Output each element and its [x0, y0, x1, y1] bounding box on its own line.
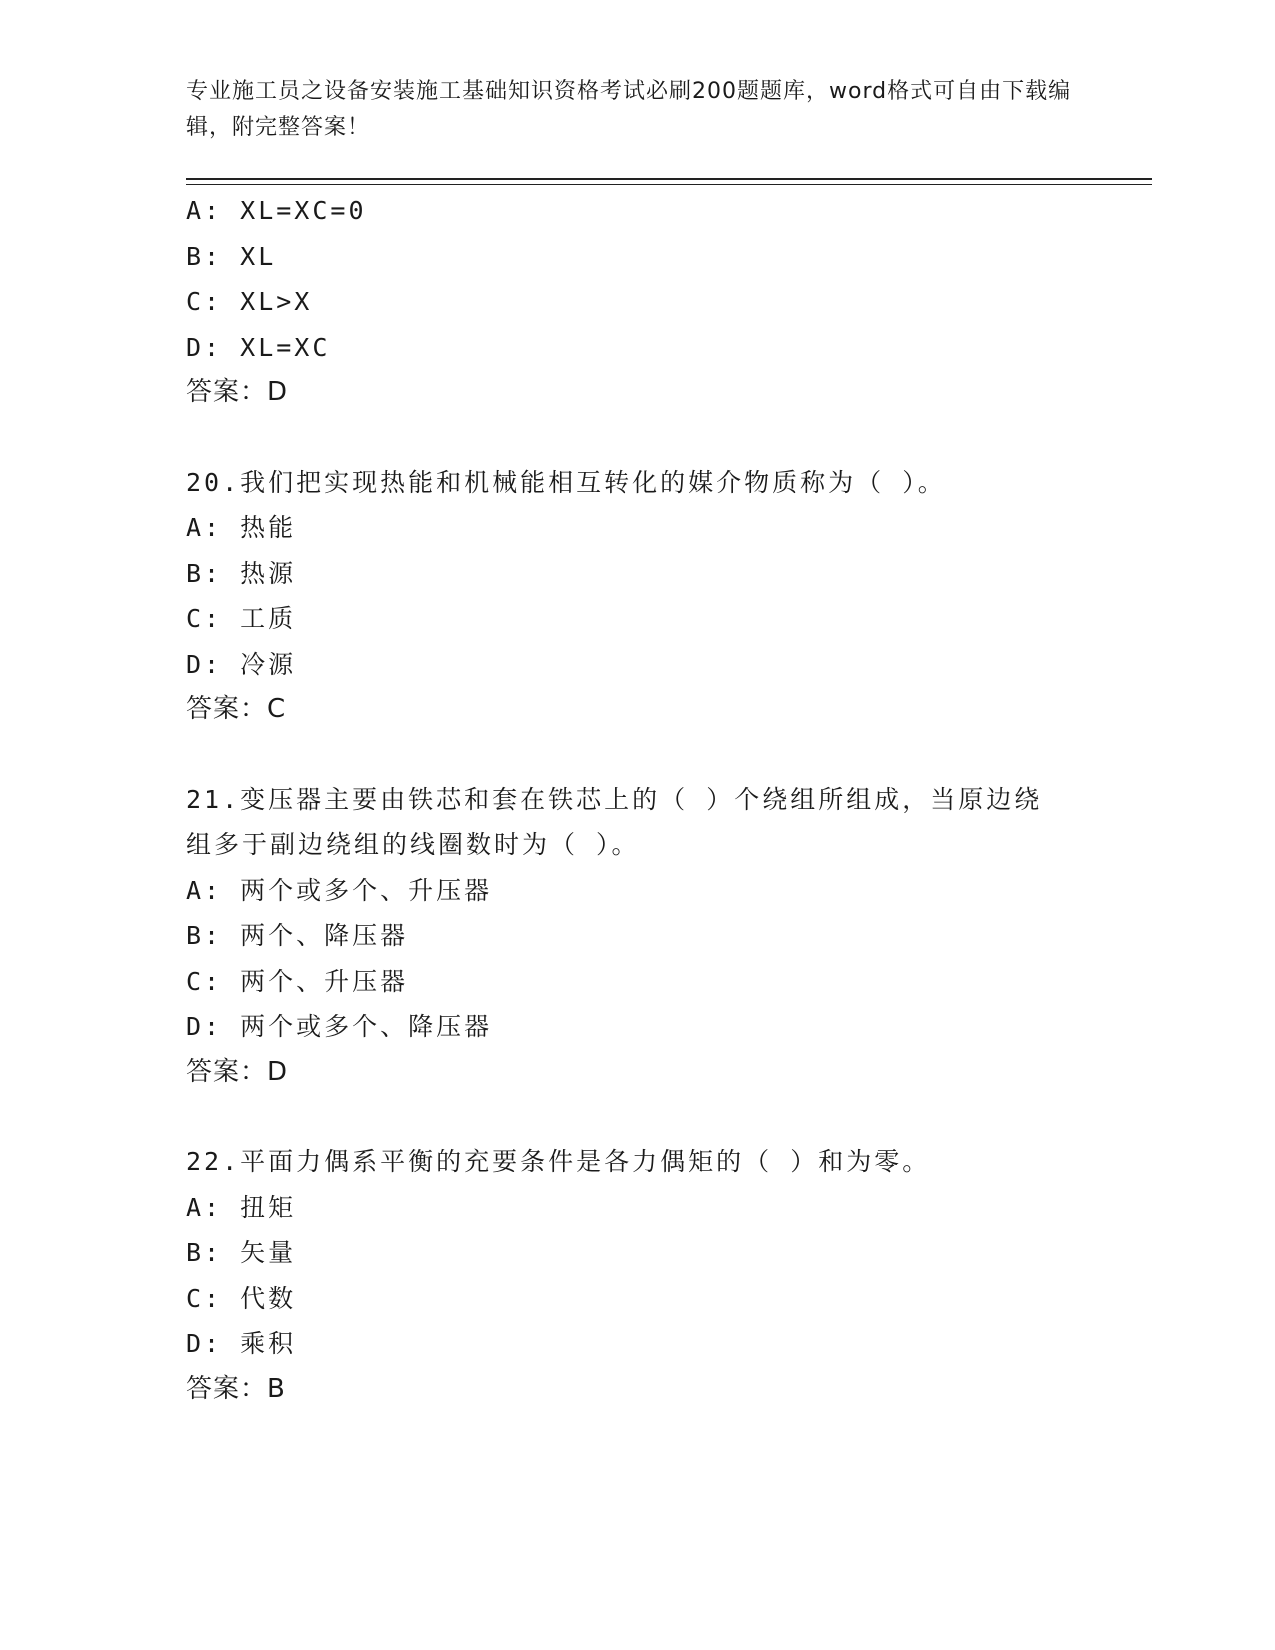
option-b: B: 矢量	[186, 1238, 297, 1267]
option-c: C: XL>X	[186, 287, 313, 316]
option-a: A: 两个或多个、升压器	[186, 875, 493, 905]
option-d: D: XL=XC	[186, 332, 331, 362]
spacer	[186, 416, 1066, 460]
option-b: B: 两个、降压器	[186, 921, 409, 950]
spacer	[186, 733, 1066, 777]
option-b: B: 热源	[186, 558, 297, 588]
option-c: C: 代数	[186, 1283, 297, 1313]
option-a: A: 热能	[186, 513, 297, 542]
question-text: 22.平面力偶系平衡的充要条件是各力偶矩的（ ）和为零。	[186, 1147, 931, 1176]
header-divider-thin	[186, 184, 1152, 185]
question-21	[186, 777, 1066, 1096]
option-d: D: 冷源	[186, 649, 297, 679]
question-text: 21.变压器主要由铁芯和套在铁芯上的（ ）个绕组所组成，当原边绕组多于副边绕组的线圈数时为（ ）。	[186, 784, 1043, 859]
header-divider-thick	[186, 178, 1152, 180]
question-20	[186, 460, 1066, 733]
answer-label: 答案：B	[186, 1373, 286, 1404]
option-c: C: 工质	[186, 604, 297, 633]
option-d: D: 乘积	[186, 1329, 297, 1358]
option-b: B: XL	[186, 241, 277, 271]
option-a: A: 扭矩	[186, 1192, 297, 1222]
question-list	[186, 188, 1066, 1412]
document-header: 专业施工员之设备安装施工基础知识资格考试必刷200题题库，word格式可自由下载编辑，附完整答案！	[186, 79, 1072, 140]
answer-label: 答案：C	[186, 694, 287, 724]
option-a: A: XL=XC=0	[186, 196, 367, 225]
spacer	[186, 1095, 1066, 1139]
question-19-fragment	[186, 188, 1066, 416]
question-text: 20.我们把实现热能和机械能相互转化的媒介物质称为（ ）。	[186, 467, 946, 497]
answer-label: 答案：D	[186, 1056, 289, 1087]
option-c: C: 两个、升压器	[186, 966, 409, 996]
option-d: D: 两个或多个、降压器	[186, 1012, 493, 1041]
question-22	[186, 1139, 1066, 1412]
answer-label: 答案：D	[186, 377, 289, 407]
